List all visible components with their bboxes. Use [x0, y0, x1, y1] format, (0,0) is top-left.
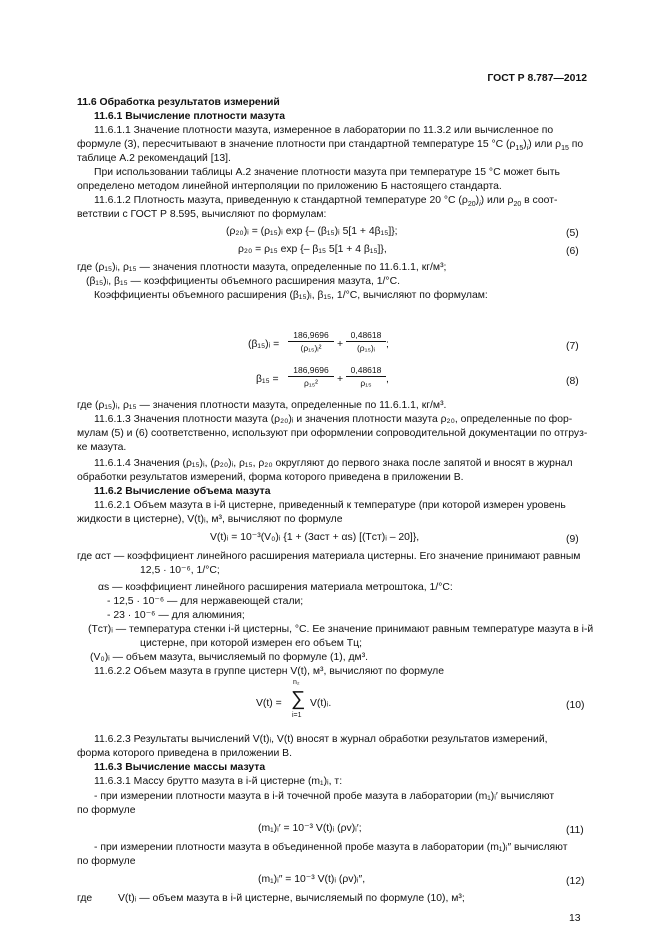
paragraph-line: 11.6.1.4 Значения (ρ₁₅)ᵢ, (ρ₂₀)ᵢ, ρ₁₅, ρ₂₀ округляют до первого знака после запятой и вносят в журнал [94, 458, 573, 469]
legend-line: 12,5 · 10⁻⁶, 1/°С; [140, 565, 220, 576]
equation-7-end: ; [386, 339, 389, 350]
legend-line: (β₁₅)ᵢ, β₁₅ — коэффициенты объемного расширения мазута, 1/°С. [86, 276, 400, 287]
legend-line: цистерне, при которой измерен его объем Tц; [140, 638, 362, 649]
equation-11: (m₁)ᵢ′ = 10⁻³ V(t)ᵢ (ρv)ᵢ′; [258, 823, 362, 834]
legend-line: αs — коэффициент линейного расширения материала метроштока, 1/°С: [98, 582, 453, 593]
paragraph-line: обработки результатов измерений, форма которого приведена в приложении В. [77, 472, 464, 483]
equation-10-lhs: V(t) = [256, 698, 282, 709]
equation-number-11: (11) [566, 825, 584, 836]
equation-12: (m₁)ᵢ″ = 10⁻³ V(t)ᵢ (ρv)ᵢ″, [258, 874, 366, 885]
paragraph-line: 11.6.1.2 Плотность мазута, приведенную к стандартной температуре 20 °С $(\rho_{20})_i$) или $\rho_{20}$ в соот- [94, 195, 558, 209]
paragraph-line: 11.6.2.1 Объем мазута в i-й цистерне, приведенный к температуре (при которой измерен уровень [94, 500, 566, 511]
legend-line: где (ρ₁₅)ᵢ, ρ₁₅ — значения плотности мазута, определенные по 11.6.1.1, кг/м³. [77, 400, 447, 411]
section-heading-11-6-3: 11.6.3 Вычисление массы мазута [94, 762, 266, 773]
equation-7-plus: + [337, 339, 344, 350]
equation-number-6: (6) [566, 246, 579, 257]
legend-line: где (ρ₁₅)ᵢ, ρ₁₅ — значения плотности мазута, определенные по 11.6.1.1, кг/м³; [77, 262, 447, 273]
equation-10-lower-limit: i=1 [292, 712, 302, 719]
paragraph-line: жидкости в цистерне), V(t)ᵢ, м³, вычисляют по формуле [77, 514, 343, 525]
equation-number-5: (5) [566, 228, 579, 239]
equation-5: (ρ₂₀)ᵢ = (ρ₁₅)ᵢ exp {– (β₁₅)ᵢ 5[1 + 4β₁₅]}; [226, 226, 398, 237]
equation-number-8: (8) [566, 376, 579, 387]
paragraph-line: по формуле [77, 856, 136, 867]
paragraph-line: форма которого приведена в приложении В. [77, 748, 292, 759]
legend-line: - 23 · 10⁻⁶ — для алюминия; [107, 610, 245, 621]
legend-line: (Tст)ᵢ — температура стенки i-й цистерны, °С. Ее значение принимают равным температуре мазута в i-й [88, 624, 594, 635]
paragraph-line: 11.6.2.3 Результаты вычислений V(t)ᵢ, V(t) вносят в журнал обработки результатов измерений, [94, 734, 548, 745]
paragraph-line: мулам (5) и (6) соответственно, используют при оформлении сопроводительной документации по отгруз- [77, 428, 588, 439]
equation-9: V(t)ᵢ = 10⁻³(V₀)ᵢ {1 + (3αст + αs) [(Tст)ᵢ – 20]}, [210, 532, 420, 543]
equation-7-lhs: (β₁₅)ᵢ = [248, 339, 280, 350]
paragraph-line: формуле (3), пересчитывают в значение плотности при стандартной температуре 15 °С $(\rho_{15})_i$) или $\rho_{15}$ по [77, 139, 584, 153]
paragraph-line: - при измерении плотности мазута в i-й точечной пробе мазута в лаборатории (m₁)ᵢ′ вычисляют [94, 791, 555, 802]
paragraph-line: определено методом линейной интерполяции по приложению Б настоящего стандарта. [77, 181, 502, 192]
equation-8-fraction-1: $\frac{186,9696}{\text{ρ₁₅²}}$ [288, 365, 334, 388]
paragraph-line: При использовании таблицы А.2 значение плотности мазута при температуре 15 °С может быть [94, 167, 560, 178]
equation-8-fraction-2: $\frac{0,48618}{\text{ρ₁₅}}$ [346, 365, 386, 388]
paragraph-line: таблице А.2 рекомендаций [13]. [77, 153, 231, 164]
equation-number-7: (7) [566, 341, 579, 352]
section-heading-11-6-2: 11.6.2 Вычисление объема мазута [94, 486, 271, 497]
paragraph-line: - при измерении плотности мазута в объединенной пробе мазута в лаборатории (m₁)ᵢ″ вычисляют [94, 842, 568, 853]
equation-6: ρ₂₀ = ρ₁₅ exp {– β₁₅ 5[1 + 4 β₁₅]}, [238, 244, 387, 255]
paragraph-line: по формуле [77, 805, 136, 816]
legend-where-label: где [77, 893, 93, 904]
paragraph-line: 11.6.3.1 Массу брутто мазута в i-й цистерне (m₁)ᵢ, т: [94, 776, 343, 787]
page-number: 13 [569, 913, 581, 924]
legend-line: - 12,5 · 10⁻⁶ — для нержавеющей стали; [107, 596, 304, 607]
document-id: ГОСТ Р 8.787—2012 [487, 73, 587, 84]
paragraph-line: 11.6.1.3 Значения плотности мазута (ρ₂₀)ᵢ и значения плотности мазута ρ₂₀, определенные по фор- [94, 414, 573, 425]
paragraph-line: 11.6.2.2 Объем мазута в группе цистерн V(t), м³, вычисляют по формуле [94, 666, 445, 677]
legend-line: V(t)ᵢ — объем мазута в i-й цистерне, вычисляемый по формуле (10), м³; [118, 893, 465, 904]
equation-8-lhs: β₁₅ = [256, 374, 279, 385]
section-heading-11-6-1: 11.6.1 Вычисление плотности мазута [94, 111, 286, 122]
paragraph-line: ветствии с ГОСТ Р 8.595, вычисляют по формулам: [77, 209, 327, 220]
legend-line: где αст — коэффициент линейного расширения материала цистерны. Его значение принимают равным [77, 551, 581, 562]
equation-7-fraction-1: $\frac{186,9696}{\text{(ρ₁₅)ᵢ²}}$ [288, 330, 334, 353]
equation-8-plus: + [337, 374, 344, 385]
legend-line: (V₀)ᵢ — объем мазута, вычисляемый по формуле (1), дм³. [90, 652, 369, 663]
paragraph-line: Коэффициенты объемного расширения (β₁₅)ᵢ, β₁₅, 1/°С, вычисляют по формулам: [94, 290, 488, 301]
equation-10-rhs: V(t)ᵢ. [310, 698, 332, 709]
equation-10-sum-sign: ∑ [291, 688, 306, 710]
equation-7-fraction-2: $\frac{0,48618}{\text{(ρ₁₅)ᵢ}}$ [346, 330, 386, 353]
equation-number-10: (10) [566, 700, 585, 711]
equation-number-9: (9) [566, 534, 579, 545]
equation-10-upper-limit: n₂ [293, 679, 300, 686]
section-heading-11-6: 11.6 Обработка результатов измерений [77, 97, 280, 108]
equation-number-12: (12) [566, 876, 585, 887]
paragraph-line: 11.6.1.1 Значение плотности мазута, измеренное в лаборатории по 11.3.2 или вычисленное по [94, 125, 554, 136]
paragraph-line: ке мазута. [77, 442, 127, 453]
equation-8-end: , [386, 374, 389, 385]
